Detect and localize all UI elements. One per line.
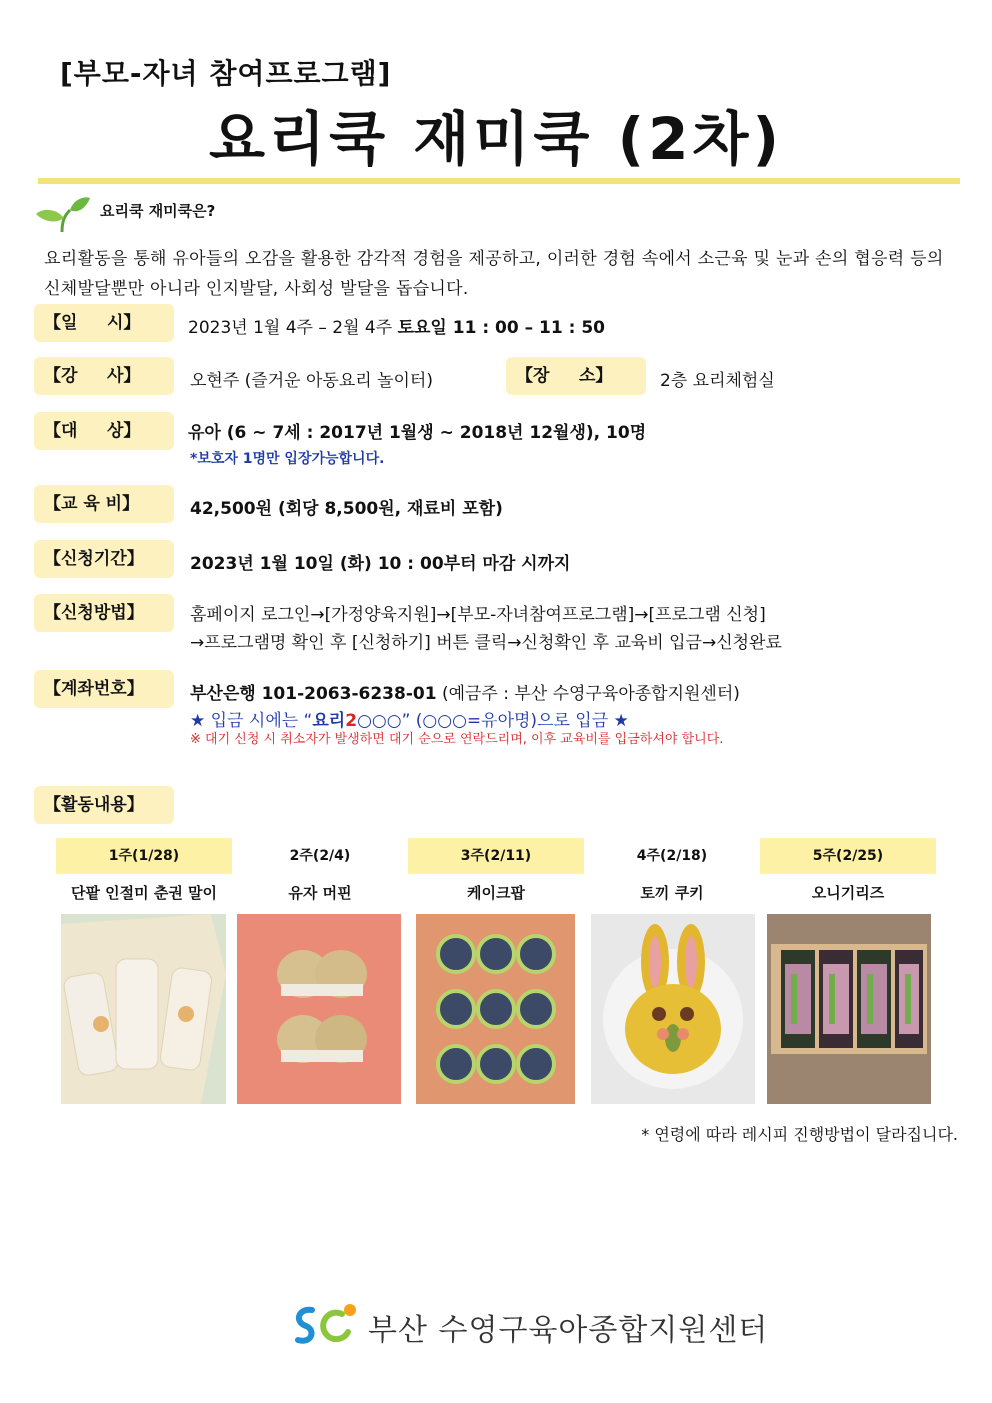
intro-heading: 요리쿡 재미쿡은?	[100, 202, 216, 220]
week-1-header: 1주(1/28)	[56, 838, 232, 874]
period-value: 2023년 1월 10일 (화) 10 : 00부터 마감 시까지	[190, 554, 571, 574]
date-label: 【일 시】	[34, 304, 174, 342]
date-value: 2023년 1월 4주 – 2월 4주 토요일 11 : 00 – 11 : 50	[188, 318, 605, 338]
instructor-value: 오현주 (즐거운 아동요리 놀이터)	[190, 371, 433, 391]
title-divider	[38, 178, 960, 184]
waitlist-warning: ※ 대기 신청 시 취소자가 발생하면 대기 순으로 연락드리며, 이후 교육비를 입금하셔야 합니다.	[190, 732, 724, 747]
center-logo-icon	[290, 1300, 360, 1350]
account-value: 부산은행 101-2063-6238-01 (예금주 : 부산 수영구육아종합지원센터)	[190, 684, 740, 704]
instructor-label: 【강 사】	[34, 357, 174, 395]
intro-text: 요리활동을 통해 유아들의 오감을 활용한 감각적 경험을 제공하고, 이러한 경험 속에서 소근육 및 눈과 손의 협응력 등의 신체발달뿐만 아니라 인지발달, 사회성 발달을 돕습니다.	[44, 249, 944, 299]
week-2-dish: 유자 머핀	[288, 884, 352, 902]
program-category: [부모-자녀 참여프로그램]	[60, 57, 392, 90]
week-3-dish: 케이크팝	[467, 884, 525, 902]
recipe-footnote: * 연령에 따라 레시피 진행방법이 달라집니다.	[641, 1125, 958, 1144]
week-1-photo	[61, 914, 226, 1104]
fee-label: 【교 육 비】	[34, 485, 174, 523]
center-name: 부산 수영구육아종합지원센터	[368, 1313, 769, 1348]
week-2-header: 2주(2/4)	[289, 848, 351, 864]
activities-label: 【활동내용】	[34, 786, 174, 824]
week-5-photo	[767, 914, 931, 1104]
week-5-header: 5주(2/25)	[760, 838, 936, 874]
week-1-dish: 단팥 인절미 춘권 말이	[70, 884, 218, 902]
place-label: 【장 소】	[506, 357, 646, 395]
place-value: 2층 요리체험실	[660, 371, 775, 391]
method-line-1: 홈페이지 로그인→[가정양육지원]→[부모-자녀참여프로그램]→[프로그램 신청]	[190, 605, 766, 625]
account-label: 【계좌번호】	[34, 670, 174, 708]
deposit-instruction: ★ 입금 시에는 “요리2○○○” (○○○=유아명)으로 입금 ★	[190, 711, 629, 731]
week-3-header: 3주(2/11)	[408, 838, 584, 874]
method-line-2: →프로그램명 확인 후 [신청하기] 버튼 클릭→신청확인 후 교육비 입금→신청완료	[190, 633, 782, 653]
week-4-photo	[591, 914, 755, 1104]
week-2-photo	[237, 914, 401, 1104]
sprout-icon	[34, 194, 92, 234]
page-title: 요리쿡 재미쿡 (2차)	[209, 105, 783, 173]
target-label: 【대 상】	[34, 412, 174, 450]
week-4-dish: 토끼 쿠키	[640, 884, 704, 902]
method-label: 【신청방법】	[34, 594, 174, 632]
week-4-header: 4주(2/18)	[636, 848, 708, 864]
fee-value: 42,500원 (회당 8,500원, 재료비 포함)	[190, 499, 503, 519]
period-label: 【신청기간】	[34, 540, 174, 578]
week-3-photo	[416, 914, 575, 1104]
guardian-note: *보호자 1명만 입장가능합니다.	[190, 451, 385, 467]
week-5-dish: 오니기리즈	[811, 884, 885, 902]
target-value: 유아 (6 ~ 7세 : 2017년 1월생 ~ 2018년 12월생), 10명	[188, 423, 647, 443]
